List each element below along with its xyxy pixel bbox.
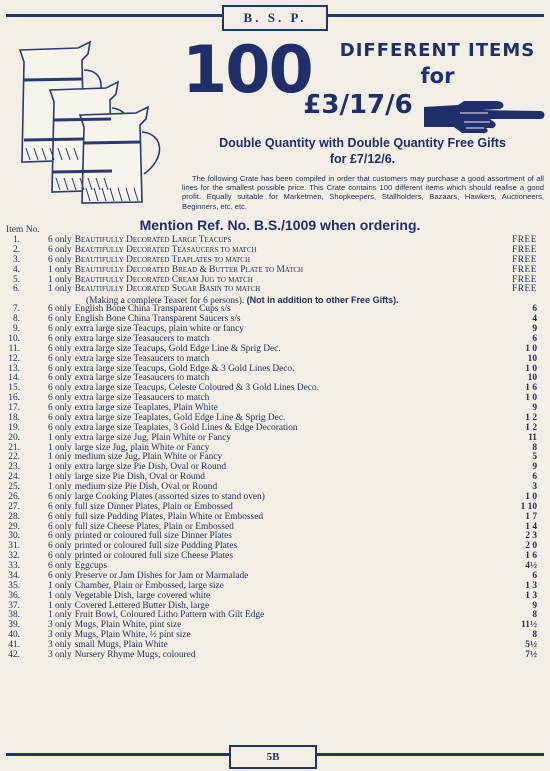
item-text: large size Pie Dish, Oval or Round	[74, 472, 205, 483]
item-price: 5	[532, 452, 537, 463]
item-text: extra large size Teasaucers to match	[74, 333, 210, 344]
item-number: 18.	[8, 412, 20, 423]
item-text: Beautifully Decorated Cream Jug to match	[74, 274, 253, 285]
item-number: 39.	[8, 620, 20, 631]
item-quantity: 1 only	[48, 580, 72, 591]
item-row	[0, 651, 550, 661]
item-number: 4.	[12, 264, 20, 275]
item-number: 7.	[12, 304, 20, 315]
item-text: printed or coloured full size Dinner Plates	[74, 531, 232, 542]
item-quantity: 6 only	[48, 393, 72, 404]
item-quantity: 1 only	[48, 472, 72, 483]
item-text: full size Dinner Plates, Plain or Embossed	[74, 501, 233, 512]
item-price: FREE	[512, 264, 537, 275]
item-text: printed or coloured full size Cheese Plates	[74, 551, 233, 562]
item-number: 32.	[8, 551, 20, 562]
item-price: 1 7	[525, 511, 537, 522]
item-text: large Cooking Plates (assorted sizes to stand oven)	[74, 491, 265, 502]
item-quantity: 6 only	[48, 511, 72, 522]
item-text: Chamber, Plain or Embossed, large size	[74, 580, 224, 591]
item-quantity: 6 only	[48, 324, 72, 334]
item-text: small Mugs, Plain White	[74, 640, 168, 650]
item-quantity: 6 only	[48, 531, 72, 542]
teaset-note-bold: (Not in addition to other Free Gifts).	[246, 295, 399, 306]
item-text: extra large size Teacups, Gold Edge Line & Sprig Dec.	[74, 343, 281, 354]
item-number: 1.	[12, 235, 20, 245]
item-price: 6	[532, 333, 537, 344]
item-text: medium size Jug, Plain White or Fancy	[74, 452, 223, 463]
item-quantity: 6 only	[48, 412, 72, 423]
item-text: Fruit Bowl, Coloured Litho Pattern with Gilt Edge	[74, 610, 265, 621]
item-number: 27.	[8, 501, 20, 512]
item-text: extra large size Teasaucers to match	[74, 393, 210, 404]
item-quantity: 1 only	[48, 442, 72, 453]
item-text: Mugs, Plain White, ½ pint size	[74, 630, 191, 641]
header-rule-left	[6, 14, 222, 17]
item-price: 1 6	[525, 383, 537, 394]
item-price: 6	[532, 472, 537, 483]
item-number: 19.	[8, 422, 20, 433]
item-number: 6.	[12, 284, 20, 295]
item-number: 12.	[8, 353, 20, 364]
item-number: 41.	[8, 640, 20, 650]
item-quantity: 1 only	[48, 462, 72, 473]
item-price: 1 0	[525, 363, 537, 374]
item-quantity: 6 only	[48, 254, 72, 265]
item-price: 1 0	[525, 491, 537, 502]
item-text: English Bone China Transparent Cups s/s	[74, 304, 231, 315]
item-quantity: 1 only	[48, 600, 72, 611]
item-number: 3.	[12, 254, 20, 265]
item-number: 5.	[12, 274, 20, 285]
pointing-hand-icon	[420, 95, 545, 135]
page-number: 5B	[229, 745, 317, 769]
item-text: Beautifully Decorated Sugar Basin to match	[74, 284, 261, 295]
item-price: 3	[532, 482, 537, 492]
item-text: extra large size Pie Dish, Oval or Round	[74, 462, 227, 473]
item-text: full size Cheese Plates, Plain or Embossed	[74, 521, 234, 532]
item-price: 4	[532, 314, 537, 325]
item-quantity: 6 only	[48, 235, 72, 245]
item-quantity: 6 only	[48, 383, 72, 394]
crate-price: £3/17/6	[303, 90, 413, 120]
item-quantity: 3 only	[48, 649, 72, 660]
item-quantity: 1 only	[48, 590, 72, 601]
item-price: FREE	[512, 235, 537, 245]
item-price: 1 6	[525, 551, 537, 562]
item-text: Beautifully Decorated Bread & Butter Plate to Match	[74, 264, 304, 275]
item-price: FREE	[512, 244, 537, 255]
item-price: 8	[532, 610, 537, 621]
item-price: 9	[532, 462, 537, 473]
item-price: 4½	[525, 561, 537, 571]
item-number: 36.	[8, 590, 20, 601]
item-price: 11½	[521, 620, 537, 631]
item-quantity: 3 only	[48, 630, 72, 641]
item-quantity: 6 only	[48, 570, 72, 581]
item-text: Nursery Rhyme Mugs, coloured	[74, 649, 196, 660]
item-quantity: 6 only	[48, 491, 72, 502]
item-number: 37.	[8, 600, 20, 611]
item-text: extra large size Teaplates, Gold Edge Line & Sprig Dec.	[74, 412, 286, 423]
item-quantity: 6 only	[48, 541, 72, 552]
item-quantity: 6 only	[48, 422, 72, 433]
item-text: extra large size Teasaucers to match	[74, 353, 210, 364]
item-text: Beautifully Decorated Teaplates to match	[74, 254, 250, 265]
item-text: extra large size Jug, Plain White or Fancy	[74, 432, 232, 443]
footer-rule-left	[6, 753, 229, 756]
item-text: extra large size Teacups, Gold Edge & 3 Gold Lines Deco.	[74, 363, 295, 374]
item-number: 33.	[8, 561, 20, 571]
item-number: 30.	[8, 531, 20, 542]
item-quantity: 6 only	[48, 373, 72, 384]
item-number: 40.	[8, 630, 20, 641]
item-text: extra large size Teaplates, 3 Gold Lines & Edge Decoration	[74, 422, 298, 433]
item-text: Mugs, Plain White, pint size	[74, 620, 182, 631]
item-number: 22.	[8, 452, 20, 463]
teaset-note-main: (Making a complete Teaset for 6 persons).	[86, 296, 245, 307]
headline: DIFFERENT ITEMS	[339, 40, 536, 61]
item-price: 1 3	[525, 580, 537, 591]
item-price: 1 2	[525, 422, 537, 433]
item-text: Preserve or Jam Dishes for Jam or Marmalade	[74, 570, 249, 581]
item-number: 11.	[8, 343, 20, 354]
item-number: 13.	[8, 363, 20, 374]
item-price: FREE	[512, 284, 537, 295]
item-price: FREE	[512, 254, 537, 265]
item-number-header: Item No.	[6, 225, 40, 235]
item-quantity: 1 only	[48, 284, 72, 295]
item-quantity: 6 only	[48, 304, 72, 315]
item-text: printed or coloured full size Pudding Plates	[74, 541, 238, 552]
item-quantity: 6 only	[48, 363, 72, 374]
item-number: 29.	[8, 521, 20, 532]
item-number: 8.	[12, 314, 20, 325]
item-number: 25.	[8, 482, 20, 492]
item-number: 38.	[8, 610, 20, 621]
item-number: 20.	[8, 432, 20, 443]
item-number: 23.	[8, 462, 20, 473]
item-description	[48, 651, 196, 661]
footer-rule-right	[313, 753, 544, 756]
item-text: medium size Pie Dish, Oval or Round	[74, 482, 218, 492]
item-number: 16.	[8, 393, 20, 404]
item-price: 1 0	[525, 343, 537, 354]
item-quantity: 6 only	[48, 521, 72, 532]
item-text: extra large size Teasaucers to match	[74, 373, 210, 384]
item-price: 10	[527, 373, 537, 384]
item-number: 17.	[8, 403, 20, 413]
item-price: 5½	[525, 640, 537, 650]
item-price: 1 2	[525, 412, 537, 423]
item-price: 8	[532, 630, 537, 641]
item-quantity: 6 only	[48, 314, 72, 325]
item-quantity: 3 only	[48, 620, 72, 631]
item-quantity: 6 only	[48, 561, 72, 571]
item-text: full size Pudding Plates, Plain White or Embossed	[74, 511, 264, 522]
item-price: 1 4	[525, 521, 537, 532]
jug-illustration	[8, 40, 176, 205]
big-number: 100	[182, 33, 312, 108]
item-price: 1 0	[525, 393, 537, 404]
item-list	[0, 236, 550, 661]
item-quantity: 1 only	[48, 274, 72, 285]
for-word: for	[420, 64, 455, 88]
item-text: extra large size Teaplates, Plain White	[74, 403, 218, 413]
item-text: English Bone China Transparent Saucers s/s	[74, 314, 241, 325]
header-rule-right	[324, 14, 544, 17]
item-quantity: 6 only	[48, 403, 72, 413]
item-quantity: 1 only	[48, 432, 72, 443]
item-quantity: 6 only	[48, 343, 72, 354]
item-number: 10.	[8, 333, 20, 344]
item-row	[0, 285, 550, 295]
item-price: 2 3	[525, 531, 537, 542]
item-quantity: 1 only	[48, 264, 72, 275]
item-price: 10	[527, 353, 537, 364]
mention-reference: Mention Ref. No. B.S./1009 when ordering.	[139, 217, 421, 233]
item-quantity: 1 only	[48, 482, 72, 492]
item-price: 8	[532, 442, 537, 453]
item-text: large size Jug, plain White or Fancy	[74, 442, 210, 453]
intro-paragraph: The following Crate has been compiled in order that customers may purchase a good assortment of all lines for the smallest possible price. This Crate contains 100 different items which should realise a good profit. Equally suitable for Marketmen, Shopkeepers, Stallholders, Bazaars, Hawkers, Auctioneers, Beginners, etc. etc.	[182, 174, 544, 211]
item-text: extra large size Teacups, plain white or fancy	[74, 324, 244, 334]
item-text: Covered Lettered Butter Dish, large	[74, 600, 210, 611]
item-number: 35.	[8, 580, 20, 591]
offer-line-2: for £7/12/6.	[329, 152, 396, 166]
item-price: 6	[532, 570, 537, 581]
item-price: 11	[528, 432, 537, 443]
item-quantity: 6 only	[48, 501, 72, 512]
item-price: 6	[532, 304, 537, 315]
item-number: 9.	[12, 324, 20, 334]
item-quantity: 6 only	[48, 333, 72, 344]
item-text: Eggcups	[74, 561, 107, 571]
item-price: 1 3	[525, 590, 537, 601]
item-number: 21.	[8, 442, 20, 453]
item-quantity: 6 only	[48, 353, 72, 364]
item-price: FREE	[512, 274, 537, 285]
item-number: 26.	[8, 491, 20, 502]
item-price: 7½	[525, 649, 537, 660]
item-text: Vegetable Dish, large covered white	[74, 590, 211, 601]
item-number: 34.	[8, 570, 20, 581]
item-number: 31.	[8, 541, 20, 552]
item-number: 15.	[8, 383, 20, 394]
item-price: 1 10	[520, 501, 537, 512]
item-quantity: 3 only	[48, 640, 72, 650]
item-price: 9	[532, 403, 537, 413]
item-text: Beautifully Decorated Teasaucers to match	[74, 244, 257, 255]
item-number: 24.	[8, 472, 20, 483]
item-number: 14.	[8, 373, 20, 384]
item-description	[48, 285, 260, 295]
item-text: Beautifully Decorated Large Teacups	[74, 235, 232, 245]
item-number: 28.	[8, 511, 20, 522]
item-quantity: 1 only	[48, 610, 72, 621]
item-number: 42.	[8, 649, 20, 660]
offer-line-1: Double Quantity with Double Quantity Free Gifts	[219, 136, 506, 150]
item-quantity: 6 only	[48, 551, 72, 562]
item-number: 2.	[12, 244, 20, 255]
item-price: 2 0	[525, 541, 537, 552]
item-price: 9	[532, 600, 537, 611]
item-text: extra large size Teacups, Celeste Coloured & 3 Gold Lines Deco.	[74, 383, 319, 394]
header-label: B. S. P.	[222, 5, 328, 31]
item-price: 9	[532, 324, 537, 334]
item-quantity: 6 only	[48, 244, 72, 255]
item-quantity: 1 only	[48, 452, 72, 463]
